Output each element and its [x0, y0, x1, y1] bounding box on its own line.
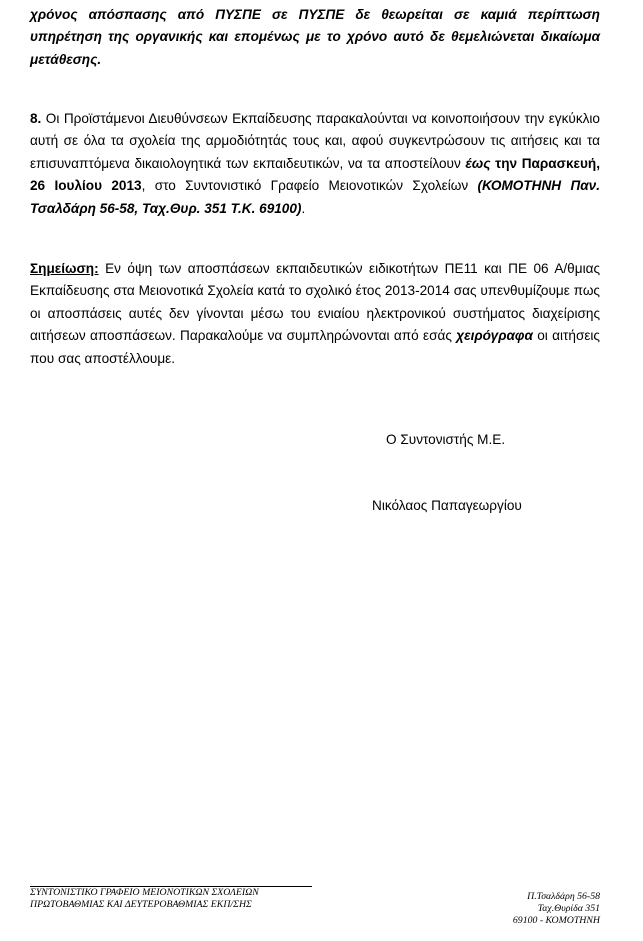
footer-postcode-city: 69100 - ΚΟΜΟΤΗΝΗ — [512, 915, 600, 926]
signature-title: Ο Συντονιστής Μ.Ε. — [386, 432, 506, 447]
note-paragraph — [30, 258, 600, 370]
footer-office-name: ΣΥΝΤΟΝΙΣΤΙΚΟ ΓΡΑΦΕΙΟ ΜΕΙΟΝΟΤΙΚΩΝ ΣΧΟΛΕΙΩΝ — [30, 887, 259, 898]
section-8-deadline-prefix: έως — [465, 155, 491, 171]
section-8-paragraph — [30, 108, 600, 220]
section-8-deadline: την Παρασκευή, 26 Ιουλίου 2013 — [30, 155, 600, 194]
note-label: Σημείωση: — [30, 261, 99, 276]
section-8-text-1: Οι Προϊστάμενοι Διευθύνσεων Εκπαίδευσης παρακαλούνται να κοινοποιήσουν την εγκύκλιο αυτή σε όλα τα σχολεία της αρμοδιότητάς τους και, αφού συγκεντρώσουν τις αιτήσεις και τα επισυναπτόμενα δικαιολογητικά των εκπαιδευτικών, να τα αποστείλουν — [30, 111, 600, 171]
footer-address-block — [513, 891, 600, 927]
section-8-text-end: . — [301, 200, 306, 216]
section-8-number: 8. — [30, 111, 42, 126]
note-text-2: οι αιτήσεις που σας αποστέλλουμε. — [30, 328, 600, 366]
footer-po-box: Ταχ.Θυρίδα 351 — [537, 903, 600, 914]
note-emphasis: χειρόγραφα — [456, 328, 533, 344]
section-8-text-2: , στο Συντονιστικό Γραφείο Μειονοτικών Σχολείων — [141, 178, 478, 194]
footer-office-subtitle: ΠΡΩΤΟΒΑΘΜΙΑΣ ΚΑΙ ΔΕΥΤΕΡΟΒΑΘΜΙΑΣ ΕΚΠ/ΣΗΣ — [30, 899, 252, 910]
signature-name: Νικόλαος Παπαγεωργίου — [372, 498, 522, 513]
note-text-1: Εν όψη των αποσπάσεων εκπαιδευτικών ειδικοτήτων ΠΕ11 και ΠΕ 06 Α/θμιας Εκπαίδευσης στα Μειονοτικά Σχολεία κατά το σχολικό έτος 2013-2014 σας υπενθυμίζουμε πως οι αποσπάσεις αυτές δεν γίνονται μέσω του ενιαίου ηλεκτρονικού συστήματος διαχείρισης αιτήσεων αποσπάσεων. Παρακαλούμε να συμπληρώνονται από εσάς — [30, 261, 600, 344]
top-paragraph: χρόνος απόσπασης από ΠΥΣΠΕ σε ΠΥΣΠΕ δε θεωρείται σε καμιά περίπτωση υπηρέτηση της οργανικής και επομένως με το χρόνο αυτό δε θεμελιώνεται δικαίωμα μετάθεσης. — [30, 7, 600, 67]
section-8-address: (ΚΟΜΟΤΗΝΗ Παν. Τσαλδάρη 56-58, Ταχ.Θυρ. 351 Τ.Κ. 69100) — [30, 178, 600, 216]
footer-street: Π.Τσαλδάρη 56-58 — [527, 891, 600, 902]
footer-left-block — [30, 887, 259, 911]
